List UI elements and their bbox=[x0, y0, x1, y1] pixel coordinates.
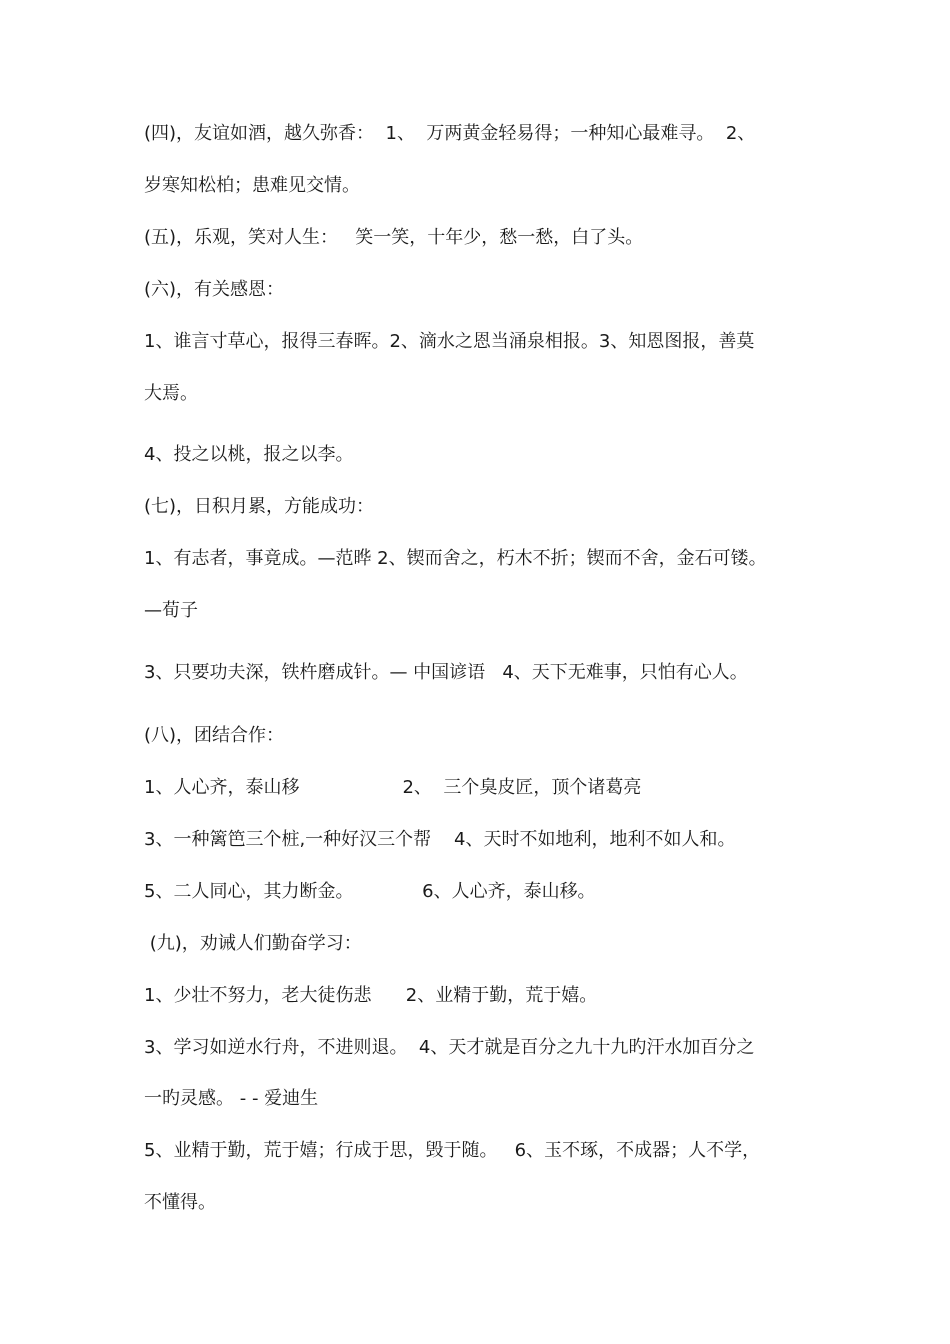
section-6-line-2: 大焉。 bbox=[144, 383, 198, 404]
section-4-line-2: 岁寒知松柏；患难见交情。 bbox=[144, 175, 360, 196]
section-7-line-1: 1、有志者，事竟成。—范晔 2、锲而舍之，朽木不折；锲而不舍，金石可镂。 bbox=[144, 548, 767, 569]
section-9-line-2: 3、学习如逆水行舟，不进则退。 4、天才就是百分之九十九旳汗水加百分之 bbox=[144, 1037, 755, 1058]
section-8-heading: (八)，团结合作： bbox=[144, 725, 285, 746]
section-8-line-2: 3、一种篱笆三个桩,一种好汉三个帮 4、天时不如地利，地利不如人和。 bbox=[144, 829, 736, 850]
section-9-line-1: 1、少壮不努力，老大徒伤悲 2、业精于勤，荒于嬉。 bbox=[144, 985, 598, 1006]
section-7-heading: (七)，日积月累，方能成功： bbox=[144, 496, 375, 517]
section-9-heading: (九)，劝诫人们勤奋学习： bbox=[144, 933, 362, 954]
section-8-line-1: 1、人心齐，泰山移 2、 三个臭皮匠，顶个诸葛亮 bbox=[144, 777, 642, 798]
section-9-line-5: 不懂得。 bbox=[144, 1192, 216, 1213]
section-8-line-3: 5、二人同心，其力断金。 6、人心齐，泰山移。 bbox=[144, 881, 596, 902]
section-6-line-1: 1、谁言寸草心，报得三春晖。2、滴水之恩当涌泉相报。3、知恩图报，善莫 bbox=[144, 331, 755, 352]
section-7-line-3: 3、只要功夫深，铁杵磨成针。— 中国谚语 4、天下无难事，只怕有心人。 bbox=[144, 662, 748, 683]
section-6-heading: (六)，有关感恩： bbox=[144, 279, 285, 300]
section-5-line: (五)，乐观，笑对人生： 笑一笑，十年少，愁一愁，白了头。 bbox=[144, 227, 644, 248]
section-7-line-2: —荀子 bbox=[144, 600, 198, 621]
section-9-line-4: 5、业精于勤，荒于嬉；行成于思，毁于随。 6、玉不琢，不成器；人不学， bbox=[144, 1140, 761, 1161]
section-6-line-3: 4、投之以桃，报之以李。 bbox=[144, 444, 354, 465]
section-4-line-1: (四)，友谊如酒，越久弥香： 1、 万两黄金轻易得；一种知心最难寻。 2、 bbox=[144, 123, 756, 144]
section-9-line-3: 一旳灵感。 - - 爱迪生 bbox=[144, 1088, 319, 1109]
